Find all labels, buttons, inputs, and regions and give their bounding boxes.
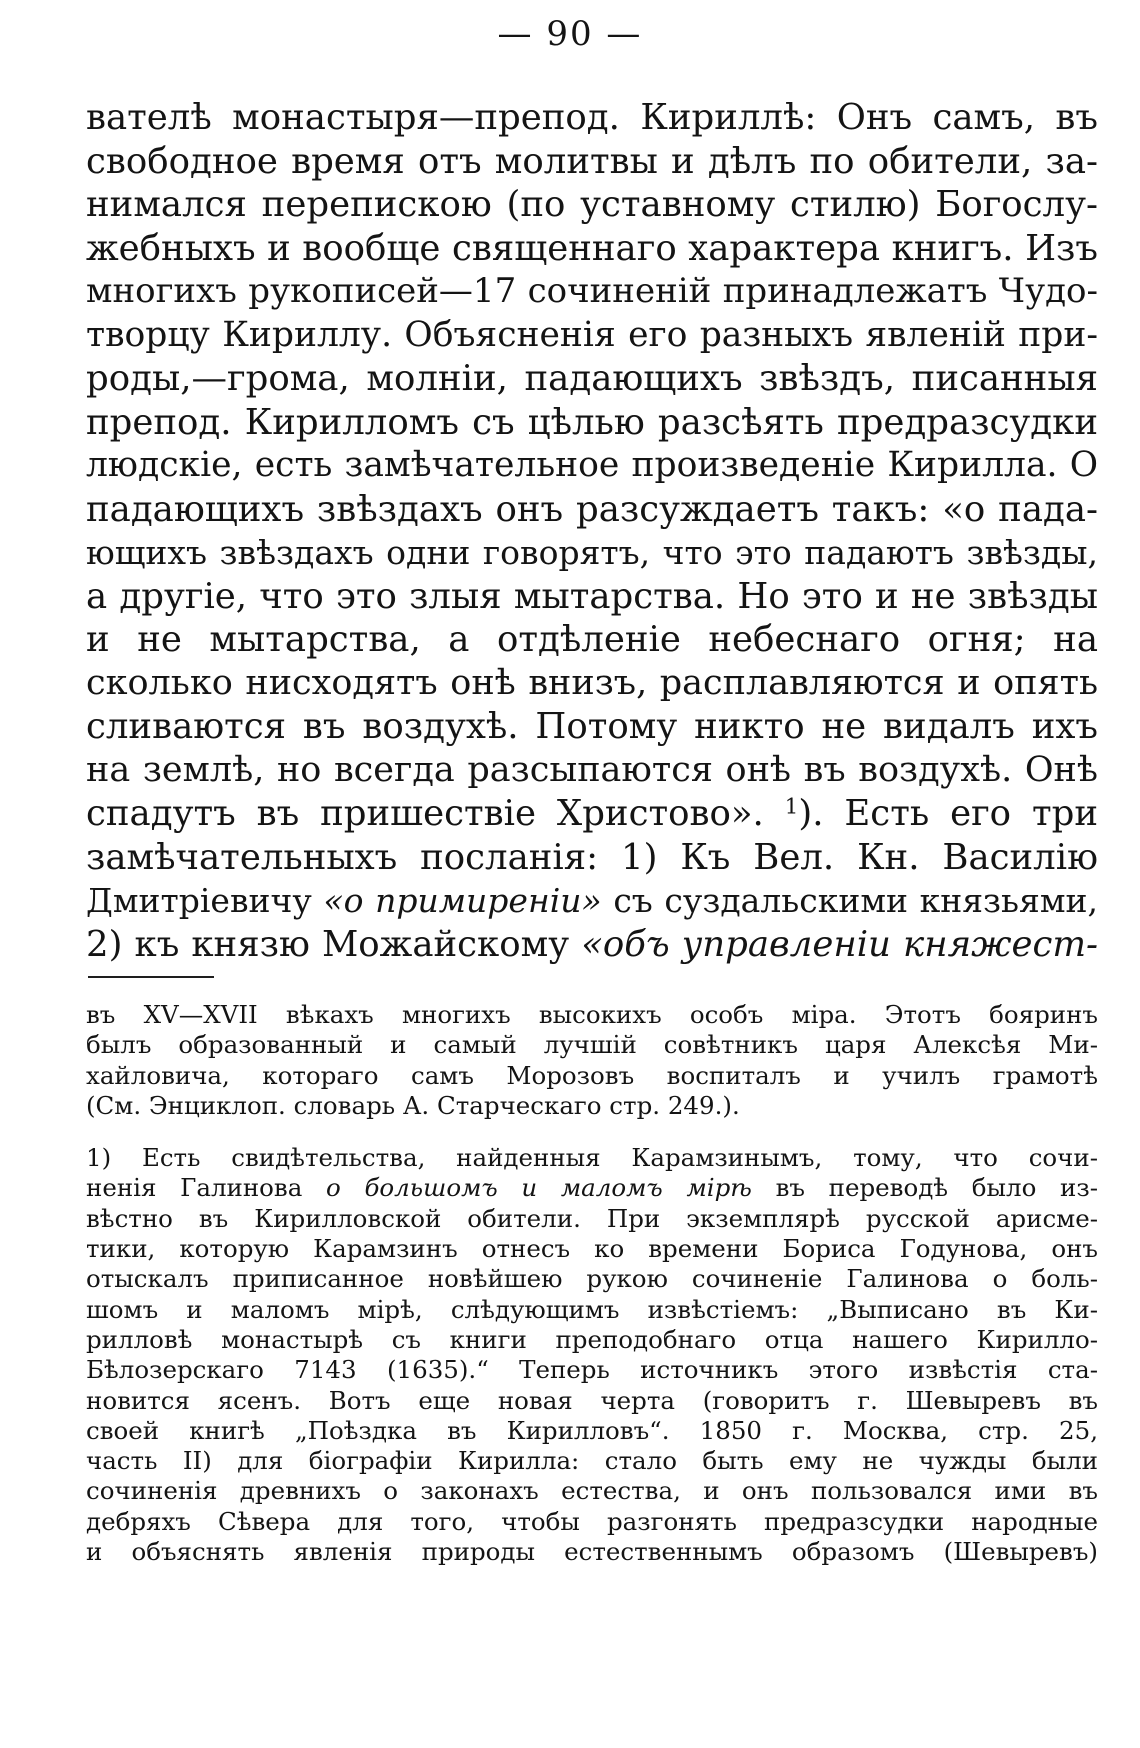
page-number: — 90 — [497,14,643,54]
footnote-line: часть II) для біографіи Кирилла: стало быть ему не чужды были [86,1446,1098,1476]
main-text-line [86,879,1098,923]
main-text [86,96,1098,966]
footnote-line: тики, которую Карамзинъ отнесъ ко времени Бориса Годунова, онъ [86,1234,1098,1264]
main-text-line: а другіе, что это злыя мытарства. Но это и не звѣзды [86,575,1098,617]
main-text-line: сливаются въ воздухѣ. Потому никто не видалъ ихъ [86,706,1098,747]
main-text-line: людскіе, есть замѣчательное произведеніе Кирилла. О [86,445,1098,485]
main-text-line: жебныхъ и вообще священнаго характера книгъ. Изъ [86,227,1098,269]
footnote-line: своей книгѣ „Поѣздка въ Кирилловъ“. 1850 г. Москва, стр. 25, [86,1415,1098,1445]
footnotes [86,1000,1098,1567]
footnote-segment: ненія Галинова [86,1173,303,1203]
footnote-line: хайловича, котораго самъ Морозовъ воспиталъ и училъ грамотѣ [86,1060,1098,1090]
footnote-line: дебряхъ Сѣвера для того, чтобы разгонять предразсудки народные [86,1506,1098,1536]
main-text-line: свободное время отъ молитвы и дѣлъ по обители, за- [86,140,1098,182]
footnote-line [86,1143,1098,1173]
main-text-line [86,923,1098,967]
main-text-line: замѣчательныхъ посланія: 1) Къ Вел. Кн. Василію [86,836,1098,878]
italic-title: о большомъ и маломъ мірѣ [326,1173,752,1203]
footnote-segment: Есть свидѣтельства, найденныя Карамзинымъ, тому, что сочи- [141,1143,1098,1173]
italic-title: «о примиреніи» [323,881,602,920]
footnote-line: Бѣлозерскаго 7143 (1635).“ Теперь источникъ этого извѣстія ста- [86,1355,1098,1385]
main-text-line: роды,—грома, молніи, падающихъ звѣздъ, писанныя [86,358,1098,399]
main-text-segment: Дмитріевичу [86,881,312,920]
footnote-line: и объяснять явленія природы естественнымъ образомъ (Шевыревъ) [86,1537,1098,1567]
footnote-line [86,1173,1098,1203]
main-text-line: творцу Кириллу. Объясненія его разныхъ явленій при- [86,314,1098,355]
footnote-segment: въ переводѣ было из- [775,1173,1098,1203]
footnote-separator [88,976,214,978]
main-text-line: ющихъ звѣздахъ одни говорятъ, что это падаютъ звѣзды, [86,533,1098,572]
main-text-line: и не мытарства, а отдѣленіе небеснаго огня; на [86,619,1098,660]
main-text-line: многихъ рукописей—17 сочиненій принадлежатъ Чудо- [86,271,1098,311]
main-text-line: падающихъ звѣздахъ онъ разсуждаетъ такъ: «о пада- [86,488,1098,530]
footnote-line: новится ясенъ. Вотъ еще новая черта (говоритъ г. Шевыревъ въ [86,1385,1098,1415]
main-text-line: вателѣ монастыря—препод. Кириллѣ: Онъ самъ, въ [86,97,1098,138]
main-text-line: сколько нисходятъ онѣ внизъ, расплавляются и опять [86,662,1098,703]
main-text-segment: 2) къ князю Можайскому [86,923,570,965]
footnote-line: (См. Энциклоп. словарь А. Старческаго стр. 249.). [86,1090,740,1120]
footnote-reference: 1 [784,794,799,820]
footnote-marker: 1) [86,1143,112,1173]
main-text-line: на землѣ, но всегда разсыпаются онѣ въ воздухѣ. Онѣ [86,749,1098,790]
footnote-line: вѣстно въ Кирилловской обители. При экземплярѣ русской арисме- [86,1203,1098,1233]
main-text-line-with-footnote [86,792,1098,836]
footnote-line: шомъ и маломъ мірѣ, слѣдующимъ извѣстіемъ: „Выписано въ Ки- [86,1294,1098,1324]
main-text-segment: спадутъ въ пришествіе Христово». [86,793,764,834]
footnote-line: отыскалъ приписанное новѣйшею рукою сочиненіе Галинова о боль- [86,1264,1098,1294]
footnote-line: сочиненія древнихъ о законахъ естества, и онъ пользовался ими въ [86,1476,1098,1506]
main-text-segment: съ суздальскими князьями, [613,881,1098,920]
footnote-line: въ XV—XVII вѣкахъ многихъ высокихъ особъ міра. Этотъ бояринъ [86,1000,1098,1029]
italic-title: «объ управленіи княжест- [581,923,1098,965]
main-text-segment: ). Есть его три [798,793,1098,834]
main-text-line: нимался перепискою (по уставному стилю) Богослу- [86,184,1098,225]
main-text-line: препод. Кирилломъ съ цѣлью разсѣять предразсудки [86,401,1098,443]
footnote-gap [86,1121,1098,1143]
footnote-line: рилловѣ монастырѣ съ книги преподобнаго отца нашего Кирилло- [86,1324,1098,1354]
footnote-line: былъ образованный и самый лучшій совѣтникъ царя Алексѣя Ми- [86,1030,1098,1060]
